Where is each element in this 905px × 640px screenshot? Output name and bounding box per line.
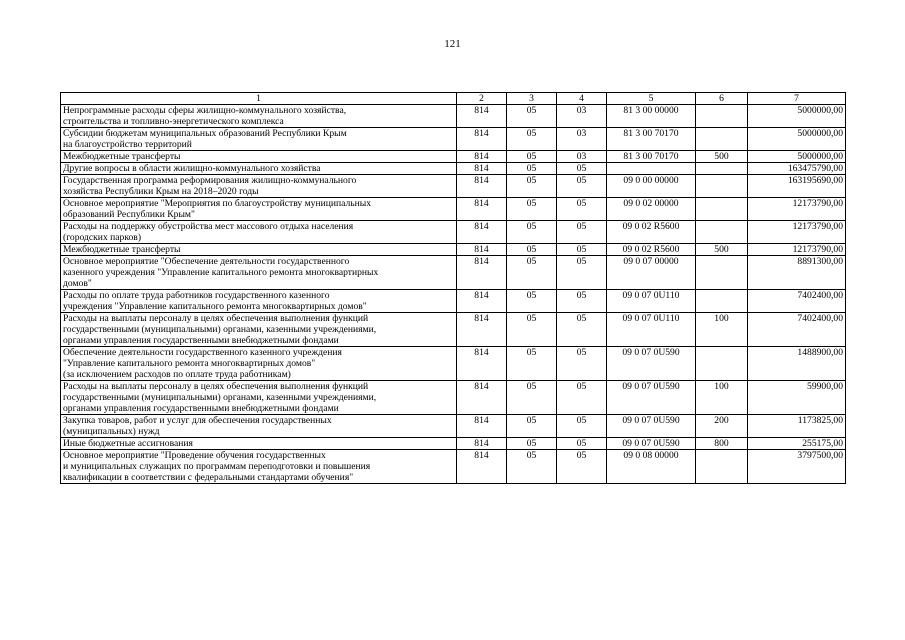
section-code-cell: 05 [507,221,557,244]
subsection-code-cell: 03 [557,105,607,128]
subsection-code-cell: 05 [557,163,607,175]
expense-type-cell [696,256,748,290]
expense-type-cell: 500 [696,151,748,163]
amount-cell: 1173825,00 [748,415,846,438]
row-name-cell: Непрограммные расходы сферы жилищно-коммунального хозяйства, строительства и топливно-энергетического комплекса [61,105,457,128]
section-code-cell: 05 [507,313,557,347]
ministry-code-cell: 814 [457,221,507,244]
row-name-cell: Основное мероприятие "Мероприятия по благоустройству муниципальных образований Республики Крым" [61,198,457,221]
ministry-code-cell: 814 [457,175,507,198]
ministry-code-cell: 814 [457,415,507,438]
row-name-cell: Расходы на выплаты персоналу в целях обеспечения выполнения функций государственными (муниципальными) органами, казенными учреждениями, органами управления государственными внебюджетными фондами [61,381,457,415]
ministry-code-cell: 814 [457,198,507,221]
amount-cell: 8891300,00 [748,256,846,290]
row-name-cell: Межбюджетные трансферты [61,244,457,256]
section-code-cell: 05 [507,381,557,415]
target-article-cell: 09 0 02 R5600 [607,221,696,244]
section-code-cell: 05 [507,175,557,198]
header-row [61,93,846,105]
section-code-cell: 05 [507,163,557,175]
ministry-code-cell: 814 [457,163,507,175]
target-article-cell: 09 0 02 00000 [607,198,696,221]
ministry-code-cell: 814 [457,290,507,313]
expense-type-cell: 800 [696,438,748,450]
subsection-code-cell: 05 [557,450,607,484]
table-row [61,198,846,221]
target-article-cell: 09 0 07 0U110 [607,313,696,347]
target-article-cell [607,163,696,175]
expense-type-cell [696,105,748,128]
amount-cell: 7402400,00 [748,290,846,313]
row-name-cell: Расходы на поддержку обустройства мест массового отдыха населения (городских парков) [61,221,457,244]
expense-type-cell: 100 [696,381,748,415]
subsection-code-cell: 05 [557,175,607,198]
expense-type-cell [696,175,748,198]
row-name-cell: Субсидии бюджетам муниципальных образований Республики Крым на благоустройство территорий [61,128,457,151]
target-article-cell: 09 0 07 00000 [607,256,696,290]
amount-cell: 12173790,00 [748,221,846,244]
ministry-code-cell: 814 [457,151,507,163]
row-name-cell: Обеспечение деятельности государственного казенного учреждения "Управление капитального ремонта многоквартирных домов" (за исключением расходов по оплате труда работникам) [61,347,457,381]
expense-type-cell [696,128,748,151]
subsection-code-cell: 05 [557,347,607,381]
ministry-code-cell: 814 [457,347,507,381]
expense-type-cell: 100 [696,313,748,347]
expense-type-cell [696,163,748,175]
column-header: 4 [557,93,607,105]
ministry-code-cell: 814 [457,313,507,347]
row-name-cell: Основное мероприятие "Обеспечение деятельности государственного казенного учреждения "Управление капитального ремонта многоквартирных домов" [61,256,457,290]
section-code-cell: 05 [507,347,557,381]
ministry-code-cell: 814 [457,105,507,128]
amount-cell: 59900,00 [748,381,846,415]
subsection-code-cell: 05 [557,290,607,313]
subsection-code-cell: 05 [557,313,607,347]
row-name-cell: Государственная программа реформирования жилищно-коммунального хозяйства Республики Крым на 2018–2020 годы [61,175,457,198]
ministry-code-cell: 814 [457,450,507,484]
amount-cell: 12173790,00 [748,244,846,256]
target-article-cell: 09 0 07 0U590 [607,438,696,450]
subsection-code-cell: 05 [557,198,607,221]
column-header: 2 [457,93,507,105]
table-row [61,151,846,163]
subsection-code-cell: 05 [557,415,607,438]
section-code-cell: 05 [507,105,557,128]
column-header: 1 [61,93,457,105]
subsection-code-cell: 05 [557,381,607,415]
table-row [61,105,846,128]
expense-type-cell [696,221,748,244]
target-article-cell: 09 0 07 0U110 [607,290,696,313]
table-row [61,163,846,175]
target-article-cell: 09 0 02 R5600 [607,244,696,256]
ministry-code-cell: 814 [457,128,507,151]
target-article-cell: 09 0 08 00000 [607,450,696,484]
section-code-cell: 05 [507,128,557,151]
table-row [61,175,846,198]
target-article-cell: 81 3 00 00000 [607,105,696,128]
expense-type-cell: 500 [696,244,748,256]
section-code-cell: 05 [507,290,557,313]
amount-cell: 12173790,00 [748,198,846,221]
row-name-cell: Расходы по оплате труда работников государственного казенного учреждения "Управление капитального ремонта многоквартирных домов" [61,290,457,313]
target-article-cell: 81 3 00 70170 [607,128,696,151]
ministry-code-cell: 814 [457,438,507,450]
amount-cell: 5000000,00 [748,128,846,151]
expense-type-cell [696,450,748,484]
subsection-code-cell: 03 [557,128,607,151]
expense-type-cell: 200 [696,415,748,438]
amount-cell: 3797500,00 [748,450,846,484]
budget-table [60,92,846,484]
section-code-cell: 05 [507,415,557,438]
expense-type-cell [696,347,748,381]
row-name-cell: Основное мероприятие "Проведение обучения государственных и муниципальных служащих по программам переподготовки и повышения квалификации в соответствии с федеральными стандартами обучения" [61,450,457,484]
amount-cell: 255175,00 [748,438,846,450]
table-row [61,450,846,484]
section-code-cell: 05 [507,438,557,450]
expense-type-cell [696,198,748,221]
section-code-cell: 05 [507,151,557,163]
target-article-cell: 09 0 07 0U590 [607,347,696,381]
subsection-code-cell: 05 [557,221,607,244]
table-row [61,128,846,151]
table-row [61,256,846,290]
amount-cell: 5000000,00 [748,151,846,163]
row-name-cell: Иные бюджетные ассигнования [61,438,457,450]
table-row [61,244,846,256]
page-number: 121 [444,38,461,50]
target-article-cell: 81 3 00 70170 [607,151,696,163]
subsection-code-cell: 05 [557,256,607,290]
column-header: 3 [507,93,557,105]
row-name-cell: Расходы на выплаты персоналу в целях обеспечения выполнения функций государственными (муниципальными) органами, казенными учреждениями, органами управления государственными внебюджетными фондами [61,313,457,347]
section-code-cell: 05 [507,198,557,221]
subsection-code-cell: 05 [557,244,607,256]
table-row [61,221,846,244]
subsection-code-cell: 03 [557,151,607,163]
ministry-code-cell: 814 [457,244,507,256]
table-row [61,313,846,347]
expense-type-cell [696,290,748,313]
amount-cell: 7402400,00 [748,313,846,347]
amount-cell: 163475790,00 [748,163,846,175]
ministry-code-cell: 814 [457,256,507,290]
column-header: 5 [607,93,696,105]
column-header: 6 [696,93,748,105]
table-row [61,381,846,415]
row-name-cell: Закупка товаров, работ и услуг для обеспечения государственных (муниципальных) нужд [61,415,457,438]
amount-cell: 1488900,00 [748,347,846,381]
section-code-cell: 05 [507,450,557,484]
target-article-cell: 09 0 07 0U590 [607,415,696,438]
table-row [61,290,846,313]
table-row [61,347,846,381]
subsection-code-cell: 05 [557,438,607,450]
section-code-cell: 05 [507,256,557,290]
target-article-cell: 09 0 07 0U590 [607,381,696,415]
ministry-code-cell: 814 [457,381,507,415]
section-code-cell: 05 [507,244,557,256]
row-name-cell: Межбюджетные трансферты [61,151,457,163]
table-row [61,438,846,450]
table-row [61,415,846,438]
amount-cell: 5000000,00 [748,105,846,128]
amount-cell: 163195690,00 [748,175,846,198]
target-article-cell: 09 0 00 00000 [607,175,696,198]
row-name-cell: Другие вопросы в области жилищно-коммунального хозяйства [61,163,457,175]
column-header: 7 [748,93,846,105]
